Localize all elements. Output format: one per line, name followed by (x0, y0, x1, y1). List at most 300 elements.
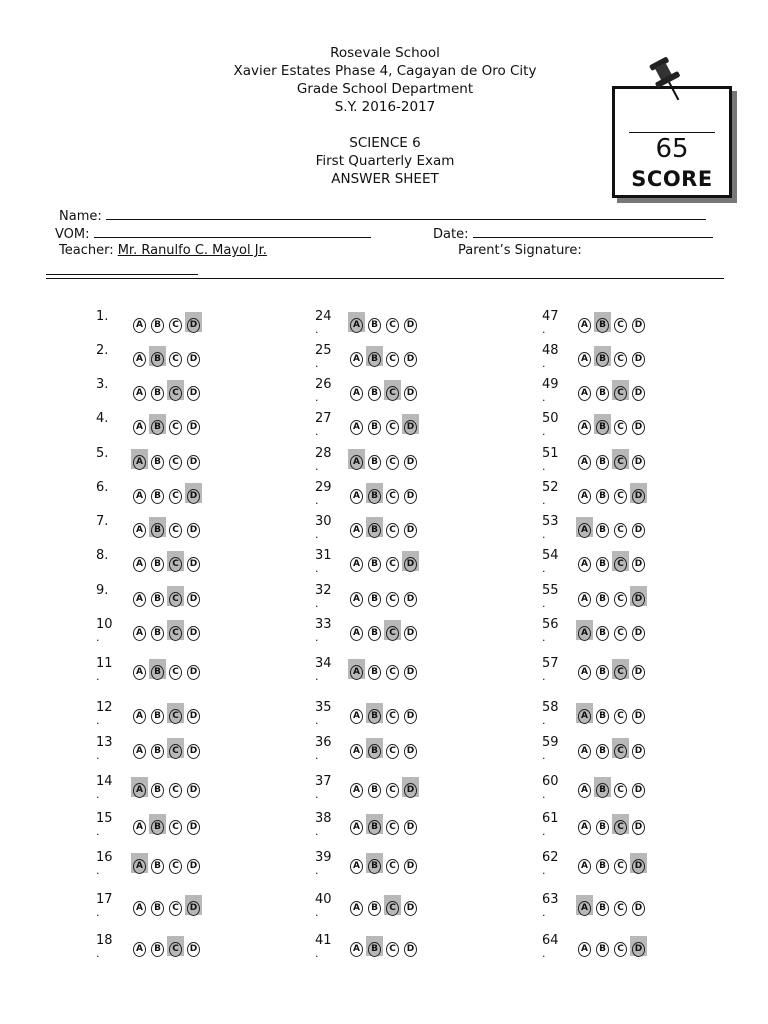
choice-bubble-c[interactable] (384, 659, 401, 679)
choice-bubble-a[interactable] (131, 814, 148, 834)
choice-bubble-d[interactable] (630, 659, 647, 679)
choice-bubble-b[interactable] (149, 517, 166, 537)
choice-bubble-d[interactable] (402, 517, 419, 537)
choice-letter: A (578, 489, 591, 504)
teacher-name: Mr. Ranulfo C. Mayol Jr. (117, 243, 267, 258)
choice-bubble-d[interactable] (630, 895, 647, 915)
choice-bubble-c[interactable] (167, 853, 184, 873)
choice-bubble-b[interactable] (149, 449, 166, 469)
choice-bubble-a[interactable] (576, 414, 593, 434)
choice-bubble-c[interactable] (384, 551, 401, 571)
choice-bubble-d[interactable] (402, 703, 419, 723)
question-number: 13 . (96, 735, 113, 762)
choice-letter: D (187, 455, 200, 470)
choice-bubble-d[interactable] (402, 777, 419, 797)
choice-bubble-b[interactable] (149, 659, 166, 679)
choice-bubble-a[interactable] (348, 449, 365, 469)
choice-bubble-c[interactable] (612, 449, 629, 469)
choice-bubble-a[interactable] (131, 517, 148, 537)
choice-bubble-b[interactable] (149, 853, 166, 873)
choice-letter: C (614, 942, 627, 957)
choice-bubble-d[interactable] (185, 346, 202, 366)
choice-letter: C (386, 783, 399, 798)
choice-bubble-d[interactable] (402, 449, 419, 469)
answer-choices-row (576, 586, 648, 606)
question-number: 35 . (315, 700, 332, 727)
choice-letter: A (350, 420, 363, 435)
choice-bubble-a[interactable] (348, 517, 365, 537)
choice-bubble-a[interactable] (576, 659, 593, 679)
choice-bubble-a[interactable] (576, 703, 593, 723)
choice-letter: A (133, 709, 146, 724)
choice-letter: B (596, 665, 609, 680)
choice-bubble-d[interactable] (630, 517, 647, 537)
score-value: 65 (655, 134, 689, 164)
choice-bubble-a[interactable] (348, 414, 365, 434)
choice-bubble-a[interactable] (131, 449, 148, 469)
choice-bubble-c[interactable] (384, 936, 401, 956)
choice-bubble-c[interactable] (384, 414, 401, 434)
choice-bubble-d[interactable] (185, 738, 202, 758)
choice-bubble-b[interactable] (366, 659, 383, 679)
choice-bubble-c[interactable] (167, 380, 184, 400)
choice-bubble-d[interactable] (402, 853, 419, 873)
choice-letter: D (404, 352, 417, 367)
choice-bubble-d[interactable] (185, 586, 202, 606)
header-divider (46, 278, 724, 279)
choice-bubble-d[interactable] (185, 517, 202, 537)
choice-letter: A (350, 901, 363, 916)
choice-bubble-c[interactable] (384, 312, 401, 332)
choice-bubble-b[interactable] (366, 551, 383, 571)
choice-letter: A (133, 592, 146, 607)
choice-bubble-a[interactable] (576, 814, 593, 834)
choice-letter: A (350, 352, 363, 367)
choice-bubble-a[interactable] (348, 586, 365, 606)
department: Grade School Department (296, 81, 474, 97)
signature-line[interactable] (46, 274, 198, 275)
choice-letter: A (133, 455, 146, 470)
choice-bubble-c[interactable] (167, 483, 184, 503)
choice-bubble-d[interactable] (402, 346, 419, 366)
choice-bubble-b[interactable] (594, 777, 611, 797)
choice-bubble-d[interactable] (630, 586, 647, 606)
choice-bubble-c[interactable] (167, 895, 184, 915)
choice-bubble-c[interactable] (167, 659, 184, 679)
choice-bubble-c[interactable] (384, 620, 401, 640)
choice-letter: A (578, 420, 591, 435)
choice-bubble-c[interactable] (612, 853, 629, 873)
choice-bubble-a[interactable] (131, 483, 148, 503)
choice-letter: A (350, 489, 363, 504)
choice-bubble-d[interactable] (185, 703, 202, 723)
choice-bubble-c[interactable] (612, 936, 629, 956)
choice-bubble-c[interactable] (384, 777, 401, 797)
choice-letter: D (404, 820, 417, 835)
choice-bubble-c[interactable] (384, 586, 401, 606)
choice-bubble-c[interactable] (384, 380, 401, 400)
choice-bubble-b[interactable] (366, 936, 383, 956)
choice-bubble-c[interactable] (167, 777, 184, 797)
choice-bubble-c[interactable] (384, 895, 401, 915)
choice-bubble-c[interactable] (612, 414, 629, 434)
choice-bubble-c[interactable] (167, 312, 184, 332)
choice-bubble-d[interactable] (185, 659, 202, 679)
choice-bubble-b[interactable] (366, 346, 383, 366)
choice-bubble-a[interactable] (131, 853, 148, 873)
choice-bubble-a[interactable] (576, 620, 593, 640)
answer-choices-row (131, 659, 203, 679)
choice-letter: C (169, 783, 182, 798)
choice-bubble-d[interactable] (402, 483, 419, 503)
choice-letter: D (404, 709, 417, 724)
choice-letter: B (151, 352, 164, 367)
choice-letter: C (614, 318, 627, 333)
choice-bubble-c[interactable] (384, 853, 401, 873)
choice-bubble-c[interactable] (167, 346, 184, 366)
choice-bubble-d[interactable] (402, 551, 419, 571)
choice-bubble-b[interactable] (366, 703, 383, 723)
answer-choices-row (348, 586, 420, 606)
choice-bubble-a[interactable] (348, 659, 365, 679)
choice-letter: C (386, 820, 399, 835)
choice-bubble-c[interactable] (384, 346, 401, 366)
choice-letter: B (151, 455, 164, 470)
choice-letter: C (386, 709, 399, 724)
choice-bubble-b[interactable] (594, 449, 611, 469)
choice-bubble-b[interactable] (366, 517, 383, 537)
choice-bubble-c[interactable] (167, 517, 184, 537)
choice-letter: A (578, 901, 591, 916)
choice-bubble-b[interactable] (149, 380, 166, 400)
choice-bubble-b[interactable] (366, 853, 383, 873)
choice-bubble-c[interactable] (384, 517, 401, 537)
choice-bubble-a[interactable] (576, 483, 593, 503)
choice-bubble-a[interactable] (576, 586, 593, 606)
choice-bubble-d[interactable] (402, 620, 419, 640)
choice-bubble-d[interactable] (630, 551, 647, 571)
choice-bubble-b[interactable] (366, 586, 383, 606)
choice-bubble-d[interactable] (185, 814, 202, 834)
choice-bubble-d[interactable] (402, 414, 419, 434)
choice-bubble-d[interactable] (185, 551, 202, 571)
choice-bubble-b[interactable] (366, 449, 383, 469)
choice-bubble-a[interactable] (348, 936, 365, 956)
choice-bubble-c[interactable] (612, 346, 629, 366)
choice-letter: D (632, 709, 645, 724)
choice-bubble-d[interactable] (630, 449, 647, 469)
choice-bubble-c[interactable] (384, 814, 401, 834)
choice-bubble-b[interactable] (149, 620, 166, 640)
choice-bubble-a[interactable] (131, 586, 148, 606)
choice-bubble-c[interactable] (612, 586, 629, 606)
choice-letter: D (632, 386, 645, 401)
choice-bubble-c[interactable] (612, 483, 629, 503)
choice-letter: B (596, 489, 609, 504)
choice-bubble-d[interactable] (630, 312, 647, 332)
choice-bubble-b[interactable] (149, 936, 166, 956)
choice-letter: A (578, 523, 591, 538)
choice-letter: C (169, 592, 182, 607)
choice-bubble-b[interactable] (594, 517, 611, 537)
choice-bubble-b[interactable] (149, 895, 166, 915)
choice-bubble-a[interactable] (131, 346, 148, 366)
choice-bubble-d[interactable] (630, 414, 647, 434)
choice-letter: D (187, 942, 200, 957)
pushpin-icon (644, 54, 694, 106)
choice-bubble-a[interactable] (576, 895, 593, 915)
choice-bubble-c[interactable] (612, 738, 629, 758)
choice-bubble-a[interactable] (348, 895, 365, 915)
choice-letter: C (386, 744, 399, 759)
choice-bubble-a[interactable] (348, 620, 365, 640)
choice-bubble-d[interactable] (630, 853, 647, 873)
choice-bubble-d[interactable] (630, 703, 647, 723)
choice-letter: D (404, 744, 417, 759)
choice-bubble-c[interactable] (167, 551, 184, 571)
choice-bubble-a[interactable] (131, 414, 148, 434)
vom-field[interactable] (94, 225, 371, 238)
choice-bubble-b[interactable] (366, 814, 383, 834)
choice-bubble-c[interactable] (167, 449, 184, 469)
choice-letter: A (133, 942, 146, 957)
choice-bubble-a[interactable] (348, 738, 365, 758)
choice-bubble-d[interactable] (402, 312, 419, 332)
choice-bubble-c[interactable] (384, 449, 401, 469)
choice-bubble-a[interactable] (131, 703, 148, 723)
choice-bubble-b[interactable] (594, 586, 611, 606)
choice-bubble-a[interactable] (131, 936, 148, 956)
choice-bubble-a[interactable] (348, 814, 365, 834)
choice-bubble-b[interactable] (594, 895, 611, 915)
choice-bubble-d[interactable] (630, 814, 647, 834)
choice-letter: B (596, 709, 609, 724)
choice-bubble-a[interactable] (131, 620, 148, 640)
choice-bubble-a[interactable] (131, 895, 148, 915)
choice-bubble-b[interactable] (594, 380, 611, 400)
question-number: 40 . (315, 892, 332, 919)
choice-bubble-d[interactable] (185, 483, 202, 503)
choice-bubble-d[interactable] (630, 777, 647, 797)
choice-bubble-d[interactable] (402, 586, 419, 606)
choice-bubble-b[interactable] (366, 738, 383, 758)
choice-letter: D (187, 523, 200, 538)
choice-bubble-c[interactable] (612, 312, 629, 332)
choice-bubble-d[interactable] (630, 936, 647, 956)
choice-letter: C (614, 352, 627, 367)
choice-letter: C (614, 592, 627, 607)
choice-bubble-d[interactable] (185, 414, 202, 434)
choice-bubble-b[interactable] (149, 414, 166, 434)
choice-letter: D (187, 318, 200, 333)
choice-bubble-c[interactable] (612, 703, 629, 723)
choice-bubble-d[interactable] (402, 895, 419, 915)
choice-letter: C (614, 626, 627, 641)
choice-bubble-a[interactable] (576, 346, 593, 366)
choice-bubble-b[interactable] (594, 346, 611, 366)
choice-bubble-b[interactable] (594, 814, 611, 834)
choice-bubble-c[interactable] (167, 414, 184, 434)
choice-bubble-c[interactable] (167, 703, 184, 723)
choice-bubble-b[interactable] (149, 814, 166, 834)
choice-bubble-d[interactable] (185, 895, 202, 915)
choice-letter: A (133, 901, 146, 916)
choice-bubble-a[interactable] (576, 449, 593, 469)
choice-bubble-c[interactable] (384, 738, 401, 758)
answer-choices-row (131, 936, 203, 956)
choice-bubble-c[interactable] (167, 738, 184, 758)
choice-letter: D (187, 709, 200, 724)
question-number: 37 . (315, 774, 332, 801)
choice-bubble-b[interactable] (366, 483, 383, 503)
choice-bubble-b[interactable] (594, 551, 611, 571)
choice-bubble-b[interactable] (366, 312, 383, 332)
choice-bubble-d[interactable] (630, 483, 647, 503)
choice-letter: D (187, 744, 200, 759)
choice-bubble-d[interactable] (185, 936, 202, 956)
choice-bubble-b[interactable] (149, 483, 166, 503)
choice-letter: A (350, 744, 363, 759)
choice-bubble-b[interactable] (366, 895, 383, 915)
choice-bubble-c[interactable] (612, 380, 629, 400)
choice-bubble-a[interactable] (348, 312, 365, 332)
choice-bubble-c[interactable] (612, 517, 629, 537)
question-number: 4. (96, 411, 109, 426)
choice-bubble-b[interactable] (149, 586, 166, 606)
choice-letter: B (596, 783, 609, 798)
choice-bubble-c[interactable] (612, 777, 629, 797)
choice-letter: D (632, 455, 645, 470)
choice-bubble-a[interactable] (576, 936, 593, 956)
choice-bubble-b[interactable] (594, 414, 611, 434)
choice-bubble-b[interactable] (366, 380, 383, 400)
choice-bubble-a[interactable] (348, 380, 365, 400)
choice-bubble-d[interactable] (402, 814, 419, 834)
choice-letter: C (386, 352, 399, 367)
choice-bubble-d[interactable] (185, 853, 202, 873)
choice-letter: C (386, 592, 399, 607)
choice-bubble-a[interactable] (131, 777, 148, 797)
choice-bubble-c[interactable] (612, 659, 629, 679)
choice-bubble-b[interactable] (594, 703, 611, 723)
choice-bubble-d[interactable] (185, 620, 202, 640)
choice-letter: A (578, 557, 591, 572)
choice-bubble-d[interactable] (402, 380, 419, 400)
choice-letter: D (187, 557, 200, 572)
choice-bubble-a[interactable] (576, 551, 593, 571)
choice-bubble-a[interactable] (576, 777, 593, 797)
choice-letter: C (614, 901, 627, 916)
choice-bubble-b[interactable] (594, 936, 611, 956)
choice-letter: C (614, 859, 627, 874)
choice-bubble-a[interactable] (576, 312, 593, 332)
choice-bubble-b[interactable] (366, 777, 383, 797)
choice-bubble-d[interactable] (402, 936, 419, 956)
choice-letter: C (169, 489, 182, 504)
choice-bubble-d[interactable] (185, 312, 202, 332)
choice-letter: C (386, 455, 399, 470)
choice-bubble-c[interactable] (612, 895, 629, 915)
choice-letter: A (578, 455, 591, 470)
choice-bubble-d[interactable] (402, 738, 419, 758)
name-label: Name: (59, 209, 102, 224)
choice-bubble-b[interactable] (594, 853, 611, 873)
choice-bubble-a[interactable] (131, 738, 148, 758)
parent-signature-label: Parent’s Signature: (458, 243, 582, 258)
choice-bubble-c[interactable] (167, 936, 184, 956)
choice-bubble-b[interactable] (366, 414, 383, 434)
choice-bubble-a[interactable] (576, 738, 593, 758)
choice-bubble-d[interactable] (630, 346, 647, 366)
choice-bubble-d[interactable] (630, 620, 647, 640)
choice-bubble-c[interactable] (167, 814, 184, 834)
choice-bubble-d[interactable] (402, 659, 419, 679)
choice-bubble-b[interactable] (149, 777, 166, 797)
choice-bubble-a[interactable] (576, 853, 593, 873)
choice-bubble-b[interactable] (366, 620, 383, 640)
choice-bubble-c[interactable] (384, 703, 401, 723)
choice-bubble-c[interactable] (612, 620, 629, 640)
choice-bubble-c[interactable] (167, 620, 184, 640)
choice-letter: D (187, 352, 200, 367)
answer-choices-row (576, 449, 648, 469)
choice-bubble-b[interactable] (594, 738, 611, 758)
choice-bubble-d[interactable] (630, 380, 647, 400)
choice-bubble-d[interactable] (630, 738, 647, 758)
question-number: 48 . (542, 343, 559, 370)
choice-bubble-a[interactable] (348, 483, 365, 503)
choice-bubble-a[interactable] (348, 703, 365, 723)
choice-bubble-c[interactable] (612, 814, 629, 834)
choice-bubble-d[interactable] (185, 449, 202, 469)
question-number: 60 . (542, 774, 559, 801)
choice-bubble-d[interactable] (185, 380, 202, 400)
choice-bubble-a[interactable] (131, 380, 148, 400)
question-number: 16 . (96, 850, 113, 877)
choice-bubble-b[interactable] (594, 659, 611, 679)
choice-bubble-a[interactable] (348, 551, 365, 571)
choice-bubble-a[interactable] (348, 346, 365, 366)
choice-bubble-a[interactable] (131, 551, 148, 571)
choice-bubble-a[interactable] (131, 312, 148, 332)
name-field[interactable] (106, 207, 706, 220)
answer-choices-row (348, 312, 420, 332)
choice-bubble-c[interactable] (384, 483, 401, 503)
choice-letter: A (350, 859, 363, 874)
choice-bubble-a[interactable] (576, 380, 593, 400)
choice-letter: B (596, 901, 609, 916)
choice-letter: C (614, 455, 627, 470)
choice-bubble-a[interactable] (348, 853, 365, 873)
choice-bubble-b[interactable] (594, 620, 611, 640)
choice-bubble-b[interactable] (149, 312, 166, 332)
choice-bubble-d[interactable] (185, 777, 202, 797)
choice-bubble-b[interactable] (149, 703, 166, 723)
choice-letter: D (632, 942, 645, 957)
date-field[interactable] (473, 225, 713, 238)
choice-bubble-a[interactable] (348, 777, 365, 797)
choice-bubble-a[interactable] (576, 517, 593, 537)
choice-bubble-b[interactable] (149, 346, 166, 366)
choice-bubble-c[interactable] (612, 551, 629, 571)
choice-bubble-b[interactable] (594, 483, 611, 503)
choice-bubble-b[interactable] (149, 551, 166, 571)
choice-bubble-c[interactable] (167, 586, 184, 606)
choice-bubble-b[interactable] (594, 312, 611, 332)
choice-letter: D (187, 420, 200, 435)
choice-bubble-b[interactable] (149, 738, 166, 758)
choice-bubble-a[interactable] (131, 659, 148, 679)
